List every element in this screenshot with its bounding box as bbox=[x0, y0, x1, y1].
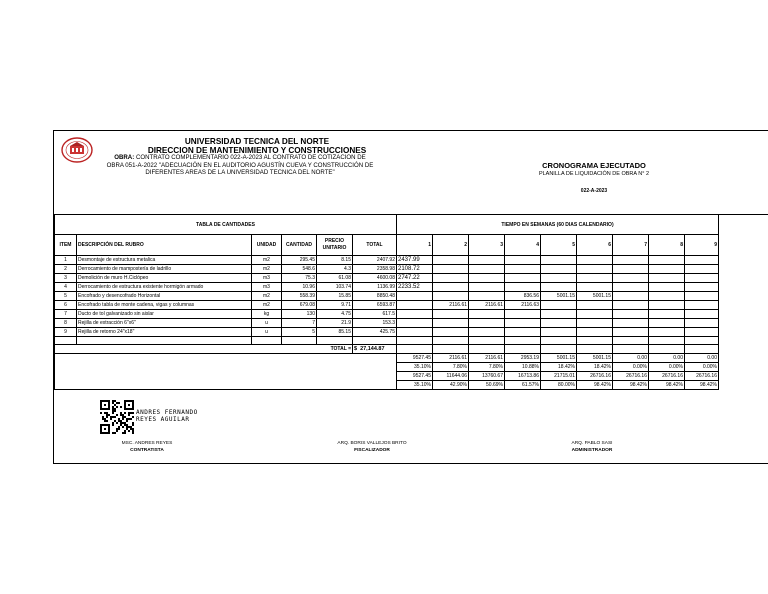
summary-value: 26716.16 bbox=[613, 372, 649, 381]
administrador-role: ADMINISTRADOR bbox=[571, 448, 613, 453]
col-total-header: TOTAL bbox=[353, 235, 397, 256]
schedule-table bbox=[54, 214, 719, 390]
week-value bbox=[469, 319, 505, 328]
blank-cell bbox=[397, 337, 433, 345]
week-value bbox=[577, 319, 613, 328]
week-value bbox=[613, 292, 649, 301]
week-value bbox=[649, 283, 685, 292]
week-value bbox=[577, 310, 613, 319]
contratista-role: CONTRATISTA bbox=[130, 448, 164, 453]
week-value bbox=[505, 319, 541, 328]
summary-row bbox=[55, 363, 719, 372]
week-value bbox=[613, 256, 649, 265]
quantities-title: TABLA DE CANTIDADES bbox=[55, 215, 397, 235]
item-number: 6 bbox=[55, 301, 77, 310]
item-unit: m3 bbox=[252, 283, 282, 292]
summary-value: 61.57% bbox=[505, 381, 541, 390]
item-description: Rejilla de retorno 24"x18" bbox=[77, 328, 252, 337]
week-value bbox=[397, 301, 433, 310]
item-number: 9 bbox=[55, 328, 77, 337]
week-value bbox=[685, 310, 719, 319]
item-quantity: 7 bbox=[282, 319, 317, 328]
item-total: 2358.98 bbox=[353, 265, 397, 274]
week-value bbox=[397, 310, 433, 319]
summary-row bbox=[55, 372, 719, 381]
week-value bbox=[397, 319, 433, 328]
signed-name-line-2: REYES AGUILAR bbox=[136, 416, 190, 423]
table-row bbox=[55, 265, 719, 274]
week-value bbox=[685, 301, 719, 310]
item-total: 6593.87 bbox=[353, 301, 397, 310]
summary-value: 42.90% bbox=[433, 381, 469, 390]
week-value bbox=[577, 301, 613, 310]
blank-cell bbox=[649, 345, 685, 354]
col-unit-header: UNIDAD bbox=[252, 235, 282, 256]
blank-cell bbox=[353, 337, 397, 345]
week-value bbox=[577, 265, 613, 274]
item-total: 8850.48 bbox=[353, 292, 397, 301]
week-value bbox=[649, 319, 685, 328]
week-value bbox=[541, 265, 577, 274]
summary-value: 9527.45 bbox=[397, 372, 433, 381]
summary-value: 0.00 bbox=[613, 354, 649, 363]
week-value: 2108.72 bbox=[397, 265, 433, 274]
item-description: Ducto de tol galvanizado sin aislar bbox=[77, 310, 252, 319]
item-unit: kg bbox=[252, 310, 282, 319]
week-value: 2116.63 bbox=[505, 301, 541, 310]
item-quantity: 5 bbox=[282, 328, 317, 337]
item-number: 1 bbox=[55, 256, 77, 265]
blank-cell bbox=[505, 337, 541, 345]
summary-value: 98.42% bbox=[649, 381, 685, 390]
summary-value: 10.88% bbox=[505, 363, 541, 372]
summary-value: 50.69% bbox=[469, 381, 505, 390]
week-value bbox=[469, 265, 505, 274]
summary-value: 5001.15 bbox=[577, 354, 613, 363]
summary-value: 80.00% bbox=[541, 381, 577, 390]
blank-cell bbox=[469, 345, 505, 354]
week-header-5: 5 bbox=[541, 235, 577, 256]
fiscalizador-name: ARQ. BORIS VALLEJOS BRITO bbox=[337, 441, 407, 446]
blank-cell bbox=[541, 337, 577, 345]
blank-cell bbox=[685, 337, 719, 345]
week-value bbox=[397, 328, 433, 337]
week-header-6: 6 bbox=[577, 235, 613, 256]
week-value bbox=[469, 283, 505, 292]
time-title: TIEMPO EN SEMANAS (60 DIAS CALENDARIO) bbox=[397, 215, 719, 235]
blank-cell bbox=[613, 345, 649, 354]
week-value bbox=[685, 265, 719, 274]
item-unit-price: 4.75 bbox=[317, 310, 353, 319]
blank-cell bbox=[282, 337, 317, 345]
week-value bbox=[433, 292, 469, 301]
col-price-header: PRECIO UNITARIO bbox=[317, 235, 353, 256]
col-quantity-header: CANTIDAD bbox=[282, 235, 317, 256]
item-quantity: 679.08 bbox=[282, 301, 317, 310]
table-row bbox=[55, 328, 719, 337]
summary-value: 98.42% bbox=[577, 381, 613, 390]
blank-cell bbox=[541, 345, 577, 354]
item-unit: u bbox=[252, 319, 282, 328]
summary-value: 26716.16 bbox=[649, 372, 685, 381]
item-unit-price: 8.15 bbox=[317, 256, 353, 265]
item-unit-price: 15.85 bbox=[317, 292, 353, 301]
week-value bbox=[649, 292, 685, 301]
table-row bbox=[55, 256, 719, 265]
blank-cell bbox=[577, 337, 613, 345]
blank-cell bbox=[397, 345, 433, 354]
department-name: DIRECCION DE MANTENIMIENTO Y CONSTRUCCIONES bbox=[147, 146, 367, 155]
summary-row bbox=[55, 381, 719, 390]
summary-spacer bbox=[55, 381, 397, 390]
table-row bbox=[55, 310, 719, 319]
blank-cell bbox=[505, 345, 541, 354]
total-label: TOTAL = bbox=[55, 345, 353, 354]
summary-spacer bbox=[55, 363, 397, 372]
summary-value: 35.10% bbox=[397, 381, 433, 390]
week-value bbox=[613, 328, 649, 337]
week-value: 2437.99 bbox=[397, 256, 433, 265]
blank-cell bbox=[55, 337, 77, 345]
table-row bbox=[55, 274, 719, 283]
week-value bbox=[577, 328, 613, 337]
contratista-name: MSC. ANDRES REYES bbox=[121, 441, 173, 446]
item-unit: m2 bbox=[252, 301, 282, 310]
week-value bbox=[469, 274, 505, 283]
signature-administrador bbox=[532, 441, 652, 453]
summary-value: 21715.01 bbox=[541, 372, 577, 381]
week-value: 2116.61 bbox=[469, 301, 505, 310]
week-value bbox=[649, 310, 685, 319]
table-row bbox=[55, 301, 719, 310]
week-value bbox=[541, 319, 577, 328]
obra-line-2: OBRA 051-A-2022 "ADECUACIÓN EN EL AUDITORIO AGUSTÍN CUEVA Y CONSTRUCCIÓN DE bbox=[106, 161, 374, 169]
university-seal-icon bbox=[60, 136, 94, 164]
week-value bbox=[685, 319, 719, 328]
item-quantity: 295.45 bbox=[282, 256, 317, 265]
total-value-cell bbox=[353, 345, 397, 354]
item-unit: m2 bbox=[252, 256, 282, 265]
item-number: 4 bbox=[55, 283, 77, 292]
week-value bbox=[685, 256, 719, 265]
week-value bbox=[613, 310, 649, 319]
week-value bbox=[613, 283, 649, 292]
item-number: 7 bbox=[55, 310, 77, 319]
week-value bbox=[433, 283, 469, 292]
obra-label: OBRA: bbox=[114, 154, 135, 161]
week-value bbox=[649, 265, 685, 274]
cronograma-title: CRONOGRAMA EJECUTADO bbox=[542, 161, 646, 170]
summary-value: 5001.15 bbox=[541, 354, 577, 363]
item-description: Rejilla de extracción 6"x6" bbox=[77, 319, 252, 328]
week-value bbox=[541, 301, 577, 310]
week-header-4: 4 bbox=[505, 235, 541, 256]
item-unit-price: 85.15 bbox=[317, 328, 353, 337]
week-value bbox=[469, 256, 505, 265]
week-value: 2233.52 bbox=[397, 283, 433, 292]
week-value bbox=[613, 319, 649, 328]
summary-value: 2116.61 bbox=[433, 354, 469, 363]
item-description: Derrocamiento de estructura existente hormigón armado bbox=[77, 283, 252, 292]
week-value bbox=[505, 328, 541, 337]
item-quantity: 10.96 bbox=[282, 283, 317, 292]
summary-value: 7.80% bbox=[469, 363, 505, 372]
blank-cell bbox=[469, 337, 505, 345]
week-value bbox=[541, 283, 577, 292]
week-value bbox=[685, 283, 719, 292]
week-header-2: 2 bbox=[433, 235, 469, 256]
total-value: 27,144.87 bbox=[360, 346, 385, 352]
summary-value: 0.00% bbox=[685, 363, 719, 372]
week-value bbox=[505, 283, 541, 292]
week-value: 5001.15 bbox=[541, 292, 577, 301]
week-value bbox=[505, 256, 541, 265]
item-description: Derrocamiento de mampostería de ladrillo bbox=[77, 265, 252, 274]
signature-qr-code bbox=[100, 400, 134, 434]
item-unit-price: 103.74 bbox=[317, 283, 353, 292]
week-header-9: 9 bbox=[685, 235, 719, 256]
item-number: 8 bbox=[55, 319, 77, 328]
summary-value: 0.00 bbox=[685, 354, 719, 363]
week-value bbox=[613, 301, 649, 310]
summary-value: 0.00% bbox=[613, 363, 649, 372]
week-value bbox=[541, 328, 577, 337]
week-value bbox=[469, 292, 505, 301]
summary-spacer bbox=[55, 372, 397, 381]
liquidation-sheet bbox=[53, 130, 768, 464]
contract-number: 022-A-2023 bbox=[580, 188, 608, 194]
week-value bbox=[649, 274, 685, 283]
signature-contratista bbox=[87, 441, 207, 453]
week-value bbox=[469, 310, 505, 319]
summary-value: 0.00 bbox=[649, 354, 685, 363]
university-name: UNIVERSIDAD TECNICA DEL NORTE bbox=[184, 137, 330, 146]
total-currency: $ bbox=[354, 346, 358, 352]
week-value bbox=[613, 265, 649, 274]
week-value bbox=[541, 274, 577, 283]
blank-cell bbox=[77, 337, 252, 345]
week-value bbox=[469, 328, 505, 337]
item-unit-price: 21.9 bbox=[317, 319, 353, 328]
document-title bbox=[132, 137, 382, 155]
summary-value: 2953.19 bbox=[505, 354, 541, 363]
summary-value: 18.42% bbox=[577, 363, 613, 372]
summary-value: 7.80% bbox=[433, 363, 469, 372]
week-value bbox=[685, 292, 719, 301]
summary-value: 0.00% bbox=[649, 363, 685, 372]
summary-value: 2116.61 bbox=[469, 354, 505, 363]
table-row bbox=[55, 319, 719, 328]
signature-fiscalizador bbox=[312, 441, 432, 453]
summary-value: 35.10% bbox=[397, 363, 433, 372]
item-number: 5 bbox=[55, 292, 77, 301]
week-value bbox=[577, 283, 613, 292]
week-value bbox=[685, 274, 719, 283]
summary-value: 16713.86 bbox=[505, 372, 541, 381]
item-quantity: 75.3 bbox=[282, 274, 317, 283]
administrador-name: ARQ. PABLO SASI bbox=[571, 441, 613, 446]
week-header-8: 8 bbox=[649, 235, 685, 256]
item-total: 1136.99 bbox=[353, 283, 397, 292]
electronic-signature-name bbox=[136, 409, 198, 423]
week-value: 5001.15 bbox=[577, 292, 613, 301]
summary-value: 9527.45 bbox=[397, 354, 433, 363]
blank-cell bbox=[577, 345, 613, 354]
blank-cell bbox=[685, 345, 719, 354]
week-value: 836.56 bbox=[505, 292, 541, 301]
summary-value: 18.42% bbox=[541, 363, 577, 372]
item-unit: u bbox=[252, 328, 282, 337]
item-description: Desmontaje de estructura metalica bbox=[77, 256, 252, 265]
item-unit-price: 4.3 bbox=[317, 265, 353, 274]
summary-value: 26716.16 bbox=[685, 372, 719, 381]
week-value bbox=[649, 301, 685, 310]
week-value bbox=[397, 292, 433, 301]
signed-name-line-1: ANDRES FERNANDO bbox=[136, 409, 198, 416]
week-value bbox=[433, 319, 469, 328]
week-header-7: 7 bbox=[613, 235, 649, 256]
item-number: 2 bbox=[55, 265, 77, 274]
col-item-header: ITEM bbox=[55, 235, 77, 256]
obra-line-3: DIFERENTES AREAS DE LA UNIVERSIDAD TECNICA DEL NORTE" bbox=[145, 169, 335, 176]
week-value bbox=[685, 328, 719, 337]
item-total: 2407.92 bbox=[353, 256, 397, 265]
week-header-3: 3 bbox=[469, 235, 505, 256]
week-value bbox=[433, 274, 469, 283]
item-number: 3 bbox=[55, 274, 77, 283]
blank-cell bbox=[433, 345, 469, 354]
week-value bbox=[433, 265, 469, 274]
planilla-subtitle: PLANILLA DE LIQUIDACIÓN DE OBRA N° 2 bbox=[538, 171, 650, 177]
item-quantity: 130 bbox=[282, 310, 317, 319]
week-value: 2747.22 bbox=[397, 274, 433, 283]
summary-value: 98.42% bbox=[613, 381, 649, 390]
week-value bbox=[505, 310, 541, 319]
week-value bbox=[505, 265, 541, 274]
table-row bbox=[55, 292, 719, 301]
item-quantity: 548.6 bbox=[282, 265, 317, 274]
blank-cell bbox=[317, 337, 353, 345]
obra-line-1: CONTRATO COMPLEMENTARIO 022-A-2023 AL CONTRATO DE COTIZACION DE bbox=[135, 154, 366, 161]
item-description: Encofrado tabla de monte cadena, vigas y columnas bbox=[77, 301, 252, 310]
item-description: Encofrado y desencofrado Horizontal bbox=[77, 292, 252, 301]
blank-cell bbox=[613, 337, 649, 345]
summary-value: 11644.06 bbox=[433, 372, 469, 381]
week-value bbox=[433, 256, 469, 265]
blank-cell bbox=[649, 337, 685, 345]
fiscalizador-role: FISCALIZADOR bbox=[354, 448, 390, 453]
item-total: 153.3 bbox=[353, 319, 397, 328]
week-value bbox=[577, 274, 613, 283]
blank-cell bbox=[433, 337, 469, 345]
blank-row bbox=[55, 337, 719, 345]
item-unit: m3 bbox=[252, 274, 282, 283]
summary-value: 13760.67 bbox=[469, 372, 505, 381]
item-description: Demolición de muro H.Ciclópeo bbox=[77, 274, 252, 283]
week-value bbox=[505, 274, 541, 283]
obra-description bbox=[90, 154, 390, 177]
summary-spacer bbox=[55, 354, 397, 363]
week-value bbox=[613, 274, 649, 283]
week-value bbox=[577, 256, 613, 265]
summary-row bbox=[55, 354, 719, 363]
summary-value: 26716.16 bbox=[577, 372, 613, 381]
table-row bbox=[55, 283, 719, 292]
total-row bbox=[55, 345, 719, 354]
week-header-1: 1 bbox=[397, 235, 433, 256]
summary-value: 98.42% bbox=[685, 381, 719, 390]
item-quantity: 558.39 bbox=[282, 292, 317, 301]
week-value bbox=[433, 310, 469, 319]
item-total: 4600.08 bbox=[353, 274, 397, 283]
document-header bbox=[54, 131, 768, 215]
item-unit-price: 9.71 bbox=[317, 301, 353, 310]
col-description-header: DESCRIPCIÓN DEL RUBRO bbox=[77, 235, 252, 256]
item-unit: m2 bbox=[252, 265, 282, 274]
week-value bbox=[649, 328, 685, 337]
week-value bbox=[649, 256, 685, 265]
item-total: 425.75 bbox=[353, 328, 397, 337]
item-unit: m2 bbox=[252, 292, 282, 301]
item-total: 617.5 bbox=[353, 310, 397, 319]
week-value bbox=[541, 310, 577, 319]
week-value bbox=[433, 328, 469, 337]
blank-cell bbox=[252, 337, 282, 345]
item-unit-price: 61.08 bbox=[317, 274, 353, 283]
week-value: 2116.61 bbox=[433, 301, 469, 310]
week-value bbox=[541, 256, 577, 265]
